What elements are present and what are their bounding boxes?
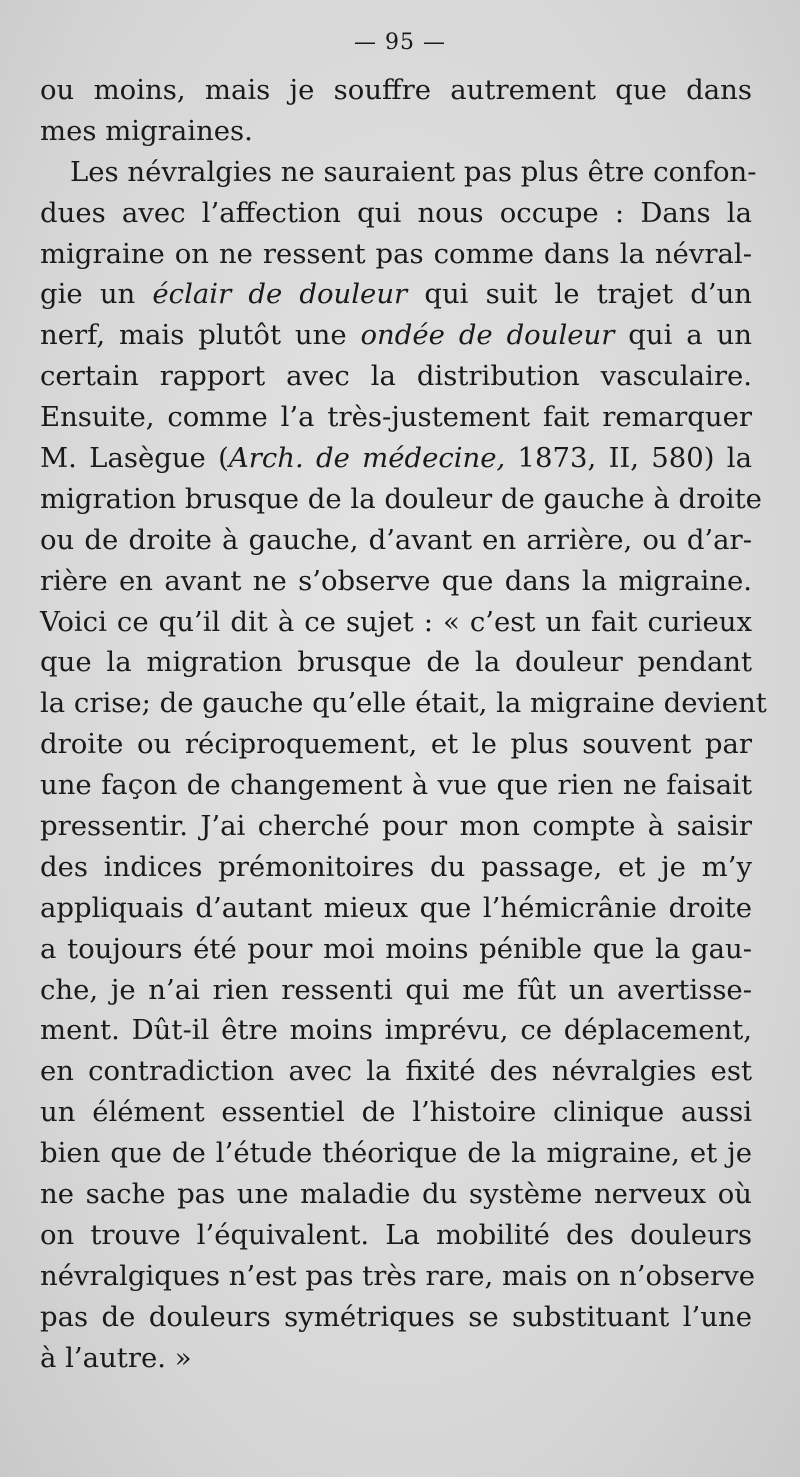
text-line: [40, 1256, 756, 1297]
text-line: [40, 724, 752, 765]
text-line: [40, 152, 757, 193]
text-line: [40, 70, 752, 111]
text-segment: mes migraines.: [40, 114, 253, 147]
text-segment: qui a un: [614, 319, 752, 352]
text-segment: dues avec l’affection qui nous occupe : Dans la: [40, 196, 752, 229]
text-segment: qui suit le trajet d’un: [407, 278, 752, 311]
text-line: [40, 1297, 752, 1338]
text-line: [40, 193, 752, 234]
text-segment: rière en avant ne s’observe que dans la migraine.: [40, 564, 752, 597]
text-segment: migraine on ne ressent pas comme dans la névral-: [40, 237, 752, 270]
text-segment: on trouve l’équivalent. La mobilité des douleurs: [40, 1218, 752, 1251]
text-segment: pas de douleurs symétriques se substituant l’une: [40, 1300, 752, 1333]
italic-text-segment: éclair de douleur: [152, 278, 408, 311]
text-segment: a toujours été pour moi moins pénible que la gau-: [40, 932, 752, 965]
text-segment: en contradiction avec la fixité des névralgies est: [40, 1055, 752, 1088]
text-segment: que la migration brusque de la douleur pendant: [40, 646, 752, 679]
body-text: [40, 70, 767, 1379]
text-segment: 1873, II, 580) la: [505, 442, 752, 475]
text-line: [40, 356, 752, 397]
text-line: [40, 1133, 752, 1174]
text-segment: pressentir. J’ai cherché pour mon compte à saisir: [40, 810, 752, 843]
text-line: [40, 1010, 752, 1051]
text-segment: M. Lasègue (: [40, 442, 229, 475]
text-line: [40, 111, 752, 152]
text-segment: Les névralgies ne sauraient pas plus être confon-: [70, 155, 757, 188]
text-line: [40, 806, 752, 847]
text-line: [40, 274, 752, 315]
text-segment: la crise; de gauche qu’elle était, la migraine devient: [40, 687, 767, 720]
text-line: [40, 683, 767, 724]
text-segment: névralgiques n’est pas très rare, mais on n’observe: [40, 1259, 756, 1292]
text-segment: ou de droite à gauche, d’avant en arrière, ou d’ar-: [40, 523, 752, 556]
text-line: [40, 520, 752, 561]
text-line: [40, 602, 752, 643]
text-segment: ou moins, mais je souffre autrement que dans: [40, 74, 752, 106]
text-segment: che, je n’ai rien ressenti qui me fût un avertisse-: [40, 973, 752, 1006]
text-line: [40, 1174, 752, 1215]
text-segment: nerf, mais plutôt une: [40, 319, 361, 352]
text-line: [40, 1092, 752, 1133]
text-segment: un élément essentiel de l’histoire clinique aussi: [40, 1096, 752, 1129]
text-line: [40, 1338, 752, 1379]
text-segment: droite ou réciproquement, et le plus souvent par: [40, 728, 752, 761]
text-line: [40, 929, 752, 970]
text-segment: Voici ce qu’il dit à ce sujet : « c’est un fait curieux: [40, 605, 752, 638]
text-line: [40, 234, 752, 275]
page-number: — 95 —: [354, 30, 446, 55]
text-segment: des indices prémonitoires du passage, et je m’y: [40, 850, 752, 883]
text-line: [40, 1215, 752, 1256]
text-line: [40, 315, 752, 356]
text-segment: migration brusque de la douleur de gauche à droite: [40, 482, 762, 515]
text-segment: gie un: [40, 278, 153, 311]
text-line: [40, 847, 752, 888]
text-segment: certain rapport avec la distribution vasculaire.: [40, 360, 752, 393]
text-segment: à l’autre. »: [40, 1341, 192, 1374]
text-line: [40, 970, 752, 1011]
text-segment: une façon de changement à vue que rien ne faisait: [40, 769, 752, 802]
text-segment: ment. Dût-il être moins imprévu, ce déplacement,: [40, 1014, 752, 1047]
italic-text-segment: Arch. de médecine,: [228, 442, 506, 475]
text-line: [40, 765, 752, 806]
text-line: [40, 397, 752, 438]
text-segment: ne sache pas une maladie du système nerveux où: [40, 1178, 752, 1211]
text-segment: bien que de l’étude théorique de la migraine, et je: [40, 1137, 752, 1170]
text-line: [40, 479, 762, 520]
text-line: [40, 1051, 752, 1092]
text-line: [40, 888, 752, 929]
text-line: [40, 561, 752, 602]
text-segment: appliquais d’autant mieux que l’hémicrânie droite: [40, 891, 752, 924]
italic-text-segment: ondée de douleur: [360, 319, 615, 352]
text-segment: Ensuite, comme l’a très-justement fait remarquer: [40, 401, 752, 434]
text-line: [40, 642, 752, 683]
text-line: [40, 438, 752, 479]
